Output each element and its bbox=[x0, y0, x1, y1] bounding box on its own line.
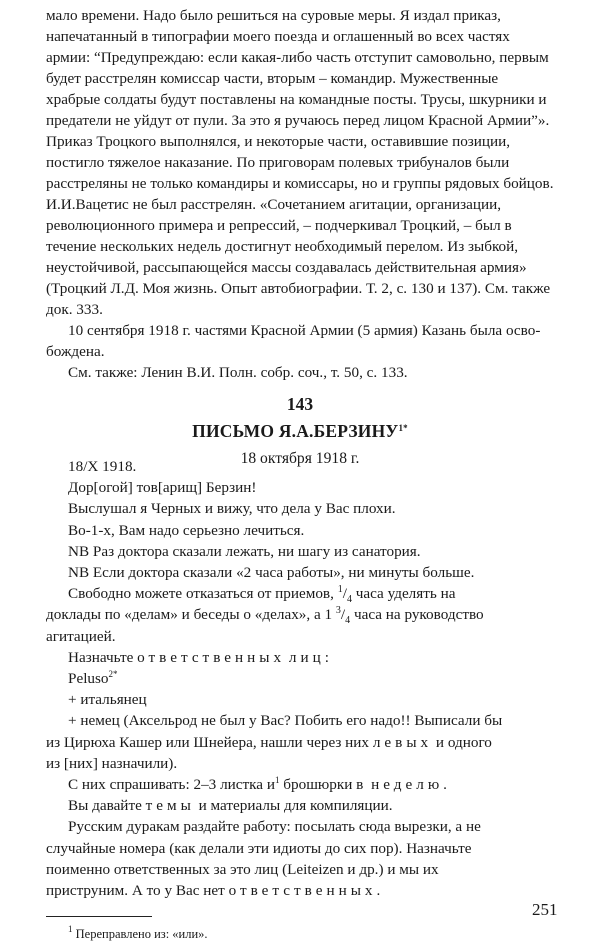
page-number bbox=[532, 900, 558, 920]
footnote-mark: 1 bbox=[274, 775, 280, 785]
spaced-word: неделю. bbox=[371, 776, 451, 793]
letter-line: NB Если доктора сказали «2 часа работы», ни минуты больше. bbox=[68, 564, 475, 581]
commentary-line: напечатанный в типографии моего поезда и оглашенный во всех частях bbox=[46, 28, 510, 45]
text-span: из Цирюха Кашер или Шнейера, нашли через них bbox=[46, 733, 373, 751]
footnote bbox=[68, 924, 208, 944]
document-title-text: ПИСЬМО Я.А.БЕРЗИНУ bbox=[192, 421, 399, 441]
letter-line: Выслушал я Черных и вижу, что дела у Вас плохи. bbox=[68, 500, 396, 518]
letter-line: Русским дуракам раздайте работу: посылать сюда вырезки, а не bbox=[68, 818, 481, 836]
kazan-note-line: бождена. bbox=[46, 343, 105, 360]
letter-line: NB Раз доктора сказали лежать, ни шагу из санатория. bbox=[68, 542, 421, 560]
fraction-denominator: 4 bbox=[345, 615, 351, 627]
letter-line bbox=[46, 860, 439, 880]
commentary-line: предатели не уйдут от пули. За это я ручаюсь перед лицом Красной Армии”». bbox=[46, 112, 550, 129]
letter-dateline: 18/X 1918. bbox=[68, 458, 137, 475]
commentary-line: мало времени. Надо было решиться на суровые меры. Я издал приказ, bbox=[46, 7, 501, 24]
kazan-note-line: 10 сентября 1918 г. частями Красной Армии (5 армия) Казань была осво- bbox=[68, 322, 541, 339]
text-span: Свободно можете отказаться от приемов, bbox=[68, 585, 338, 603]
footnote-rule bbox=[46, 916, 152, 917]
text-span: Назначьте bbox=[68, 648, 134, 666]
commentary-line: Приказ Троцкого выполнялся, и некоторые части, оставившие позиции, bbox=[46, 133, 511, 150]
spaced-word: левых bbox=[372, 733, 433, 751]
commentary-line: (Троцкий Л.Д. Моя жизнь. Опыт автобиографии. Т. 2, с. 130 и 137). См. также bbox=[46, 280, 551, 297]
letter-line: + немец (Аксельрод не был у Вас? Побить его надо!! Выписали бы bbox=[68, 712, 503, 730]
letter-line: доклады по «делам» и беседы о «делах», а 1 $^3/_4$ часа на руководство bbox=[46, 605, 484, 627]
letter-line bbox=[68, 669, 118, 689]
letter-line bbox=[68, 796, 393, 816]
commentary-line: док. 333. bbox=[46, 301, 103, 318]
letter-line: агитацией. bbox=[46, 627, 116, 645]
letter-line bbox=[46, 733, 492, 753]
text-span: и материалы для компиляции. bbox=[194, 797, 393, 815]
fraction-numerator: 3 bbox=[335, 605, 341, 617]
text-span: приструним. А то у Вас нет bbox=[46, 882, 229, 899]
text-span: брошюрки bbox=[279, 776, 357, 793]
letter-line: Во-1-х, Вам надо серьезно лечиться. bbox=[68, 521, 305, 539]
title-footnote-mark: 1* bbox=[398, 423, 408, 433]
document-title bbox=[0, 421, 600, 441]
text-span: Вы давайте bbox=[68, 797, 146, 815]
see-also-note: См. также: Ленин В.И. Полн. собр. соч., т. 50, с. 133. bbox=[68, 364, 408, 381]
commentary-line: постигло тяжелое наказание. По приговорам полевых трибуналов были bbox=[46, 154, 510, 171]
text-span: часа уделять на bbox=[351, 585, 456, 603]
letter-line: из [них] назначили). bbox=[46, 754, 178, 772]
commentary-line: армии: “Предупреждаю: если какая-либо часть отступит самовольно, первым bbox=[46, 49, 549, 66]
commentary-line: течение нескольких недель достигнут необходимый перелом. Из зыбкой, bbox=[46, 238, 519, 255]
letter-greeting: Дор[огой] тов[арищ] Берзин! bbox=[68, 479, 257, 497]
commentary-line: расстреляны не только командиры и комиссары, но и группы рядовых бойцов. bbox=[46, 175, 554, 192]
letter-line bbox=[46, 881, 384, 901]
document-number: 143 bbox=[286, 394, 314, 414]
text-span: часа на руководство bbox=[350, 606, 484, 624]
text-span: случайные номера (как делали эти идиоты до сих пор). Назначьте bbox=[46, 839, 472, 857]
page-number-text: 251 bbox=[532, 900, 558, 919]
spaced-word: темы bbox=[145, 797, 195, 815]
footnote-mark: 2* bbox=[108, 669, 118, 679]
footnote-mark: 1 bbox=[68, 924, 73, 935]
text-span: доклады по «делам» и беседы о «делах», а 1 bbox=[46, 606, 336, 624]
fraction-numerator: 1 bbox=[337, 584, 343, 596]
document-date: 18 октября 1918 г. bbox=[240, 450, 360, 467]
commentary-line: будет расстрелян комиссар части, вторым – командир. Мужественные bbox=[46, 70, 499, 87]
text-span: поименно ответственных за это лиц (Leiteizen и др.) и мы их bbox=[46, 860, 439, 878]
commentary-line: революционного примера и репрессий, – подчеркивал Троцкий, – был в bbox=[46, 217, 512, 234]
text-span: и одного bbox=[432, 733, 492, 751]
fraction-denominator: 4 bbox=[346, 594, 352, 606]
commentary-line: храбрые солдаты будут поставлены на командные посты. Трусы, шкурники и bbox=[46, 91, 547, 108]
spaced-word: ответственных. bbox=[228, 882, 385, 899]
letter-line: Свободно можете отказаться от приемов, $^1/_4$ часа уделять на bbox=[68, 584, 456, 606]
commentary-line: неустойчивой, рассыпающейся массы создавалась действительная армия» bbox=[46, 259, 527, 276]
letter-line bbox=[68, 775, 451, 795]
text-span: С них спрашивать: 2–3 листка и bbox=[68, 776, 275, 793]
spaced-word: лиц: bbox=[288, 648, 333, 666]
spaced-word: в bbox=[356, 776, 368, 793]
letter-line: + итальянец bbox=[68, 691, 147, 709]
letter-line bbox=[68, 648, 333, 668]
text-span: Peluso bbox=[68, 670, 109, 687]
spaced-word: ответственных bbox=[137, 648, 286, 666]
footnote-text: Переправлено из: «или». bbox=[75, 927, 208, 942]
letter-line bbox=[46, 839, 472, 859]
commentary-line: И.И.Вацетис не был расстрелян. «Сочетанием агитации, организации, bbox=[46, 196, 502, 213]
